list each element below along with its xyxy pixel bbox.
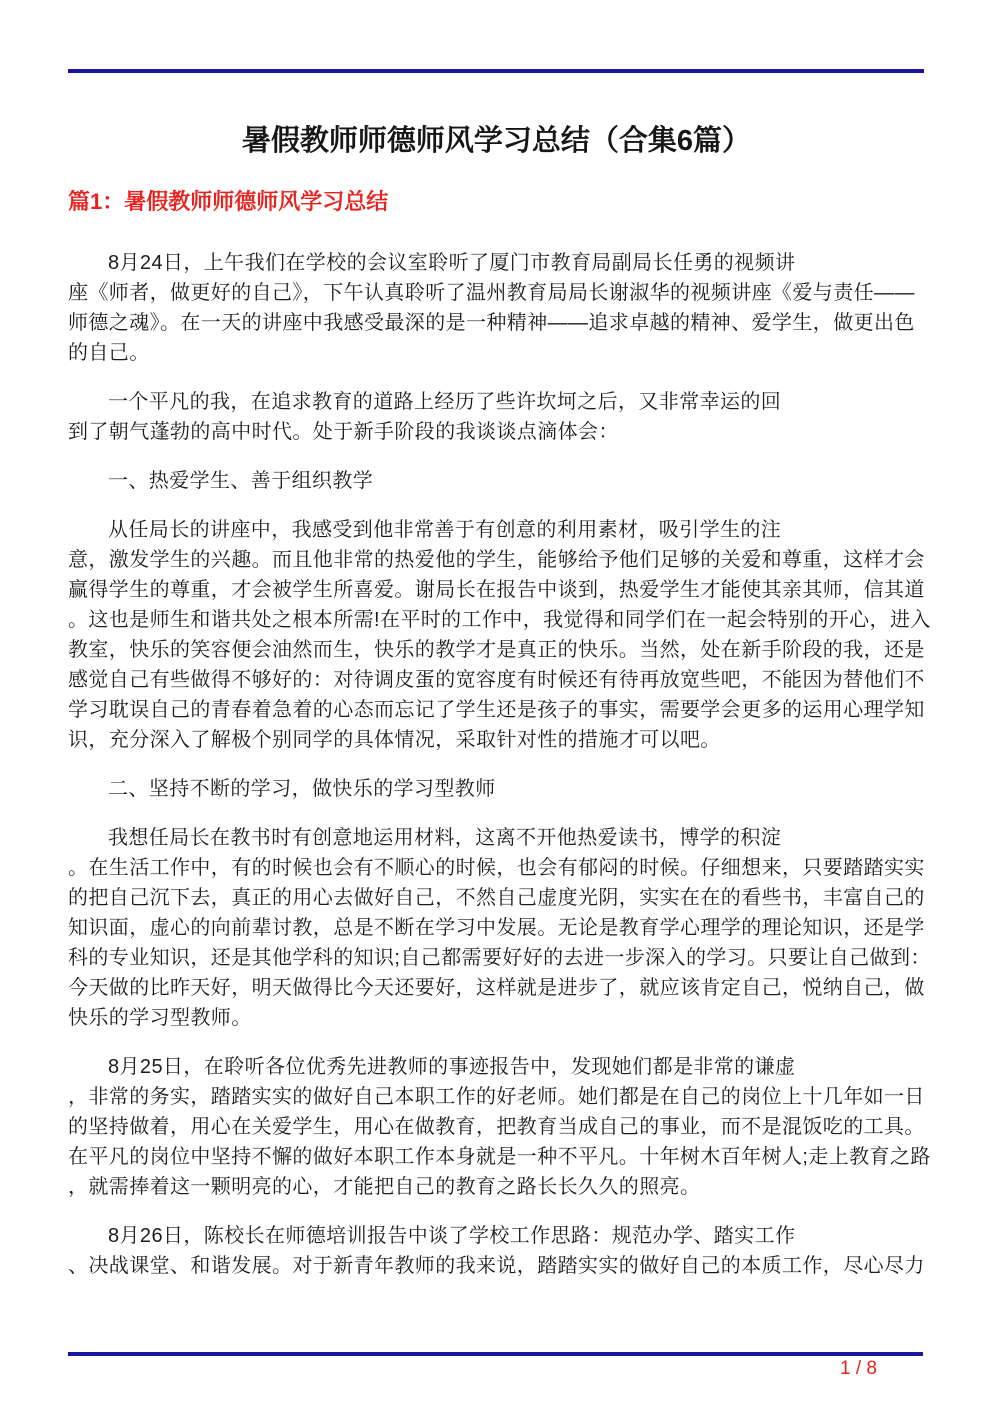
text-line: 学习耽误自己的青春着急着的心态而忘记了学生还是孩子的事实，需要学会更多的运用心理学知: [68, 699, 925, 721]
sub-heading: [68, 774, 925, 804]
text-line: 科的专业知识，还是其他学科的知识;自己都需要好好的去进一步深入的学习。只要让自己做到：: [68, 947, 931, 969]
text-line: 今天做的比昨天好，明天做得比今天还要好，这样就是进步了，就应该肯定自己，悦纳自己，做: [68, 977, 925, 999]
paragraph: [68, 515, 931, 755]
text-line: 一个平凡的我，在追求教育的道路上经历了些许坎坷之后，又非常幸运的回: [108, 391, 782, 413]
text-line: 快乐的学习型教师。: [68, 1007, 252, 1029]
paragraph: [68, 1221, 925, 1281]
page-number: 1 / 8: [840, 1358, 877, 1379]
text-line: ，就需捧着这一颗明亮的心，才能把自己的教育之路长长久久的照亮。: [68, 1176, 701, 1198]
paragraph: [68, 387, 925, 447]
text-line: 意，激发学生的兴趣。而且他非常的热爱他的学生，能够给予他们足够的关爱和尊重，这样才会: [68, 549, 925, 571]
text-line: 师德之魂》。在一天的讲座中我感受最深的是一种精神——追求卓越的精神、爱学生，做更出色: [68, 312, 915, 334]
text-line: 感觉自己有些做得不够好的：对待调皮蛋的宽容度有时候还有待再放宽些吧，不能因为替他们不: [68, 669, 925, 691]
text-line: 。这也是师生和谐共处之根本所需!在平时的工作中，我觉得和同学们在一起会特别的开心，进入: [68, 609, 931, 631]
text-line: 知识面，虚心的向前辈讨教，总是不断在学习中发展。无论是教育学心理学的理论知识，还是学: [68, 917, 925, 939]
text-line: 的坚持做着，用心在关爱学生，用心在做教育，把教育当成自己的事业，而不是混饭吃的工具。: [68, 1116, 925, 1138]
text-line: 我想任局长在教书时有创意地运用材料，这离不开他热爱读书，博学的积淀: [108, 827, 782, 849]
text-line: 一、热爱学生、善于组织教学: [108, 470, 374, 492]
text-line: 从任局长的讲座中，我感受到他非常善于有创意的利用素材，吸引学生的注: [108, 519, 782, 541]
sub-heading: [68, 466, 925, 496]
text-line: 识，充分深入了解极个别同学的具体情况，采取针对性的措施才可以吧。: [68, 729, 721, 751]
paragraph: [68, 1052, 931, 1202]
section-heading: 篇1：暑假教师师德师风学习总结: [68, 189, 389, 214]
text-line: 。在生活工作中，有的时候也会有不顺心的时候，也会有郁闷的时候。仔细想来，只要踏踏实实: [68, 857, 925, 879]
text-line: 在平凡的岗位中坚持不懈的做好本职工作本身就是一种不平凡。十年树木百年树人;走上教育之路: [68, 1146, 931, 1168]
text-line: 8月25日，在聆听各位优秀先进教师的事迹报告中，发现她们都是非常的谦虚: [108, 1056, 796, 1078]
text-line: 的自己。: [68, 342, 150, 364]
page-title: 暑假教师师德师风学习总结（合集6篇）: [241, 125, 752, 157]
text-line: ，非常的务实，踏踏实实的做好自己本职工作的好老师。她们都是在自己的岗位上十几年如一日: [68, 1086, 925, 1108]
text-line: 、决战课堂、和谐发展。对于新青年教师的我来说，踏踏实实的做好自己的本质工作，尽心尽力: [68, 1255, 925, 1277]
document-content: [68, 73, 931, 1300]
text-line: 座《师者，做更好的自己》，下午认真聆听了温州教育局局长谢淑华的视频讲座《爱与责任——: [68, 282, 915, 304]
paragraph: [68, 823, 931, 1033]
text-line: 8月24日，上午我们在学校的会议室聆听了厦门市教育局副局长任勇的视频讲: [108, 252, 796, 274]
text-line: 二、坚持不断的学习，做快乐的学习型教师: [108, 778, 496, 800]
document-body: [68, 248, 931, 1281]
text-line: 的把自己沉下去，真正的用心去做好自己，不然自己虚度光阴，实实在在的看些书，丰富自己的: [68, 887, 925, 909]
text-line: 教室，快乐的笑容便会油然而生，快乐的教学才是真正的快乐。当然，处在新手阶段的我，还是: [68, 639, 925, 661]
text-line: 赢得学生的尊重，才会被学生所喜爱。谢局长在报告中谈到，热爱学生才能使其亲其师，信其道: [68, 579, 925, 601]
horizontal-rule-bottom: [68, 1352, 923, 1356]
paragraph: [68, 248, 925, 368]
text-line: 8月26日，陈校长在师德培训报告中谈了学校工作思路：规范办学、踏实工作: [108, 1225, 796, 1247]
text-line: 到了朝气蓬勃的高中时代。处于新手阶段的我谈谈点滴体会：: [68, 421, 619, 443]
